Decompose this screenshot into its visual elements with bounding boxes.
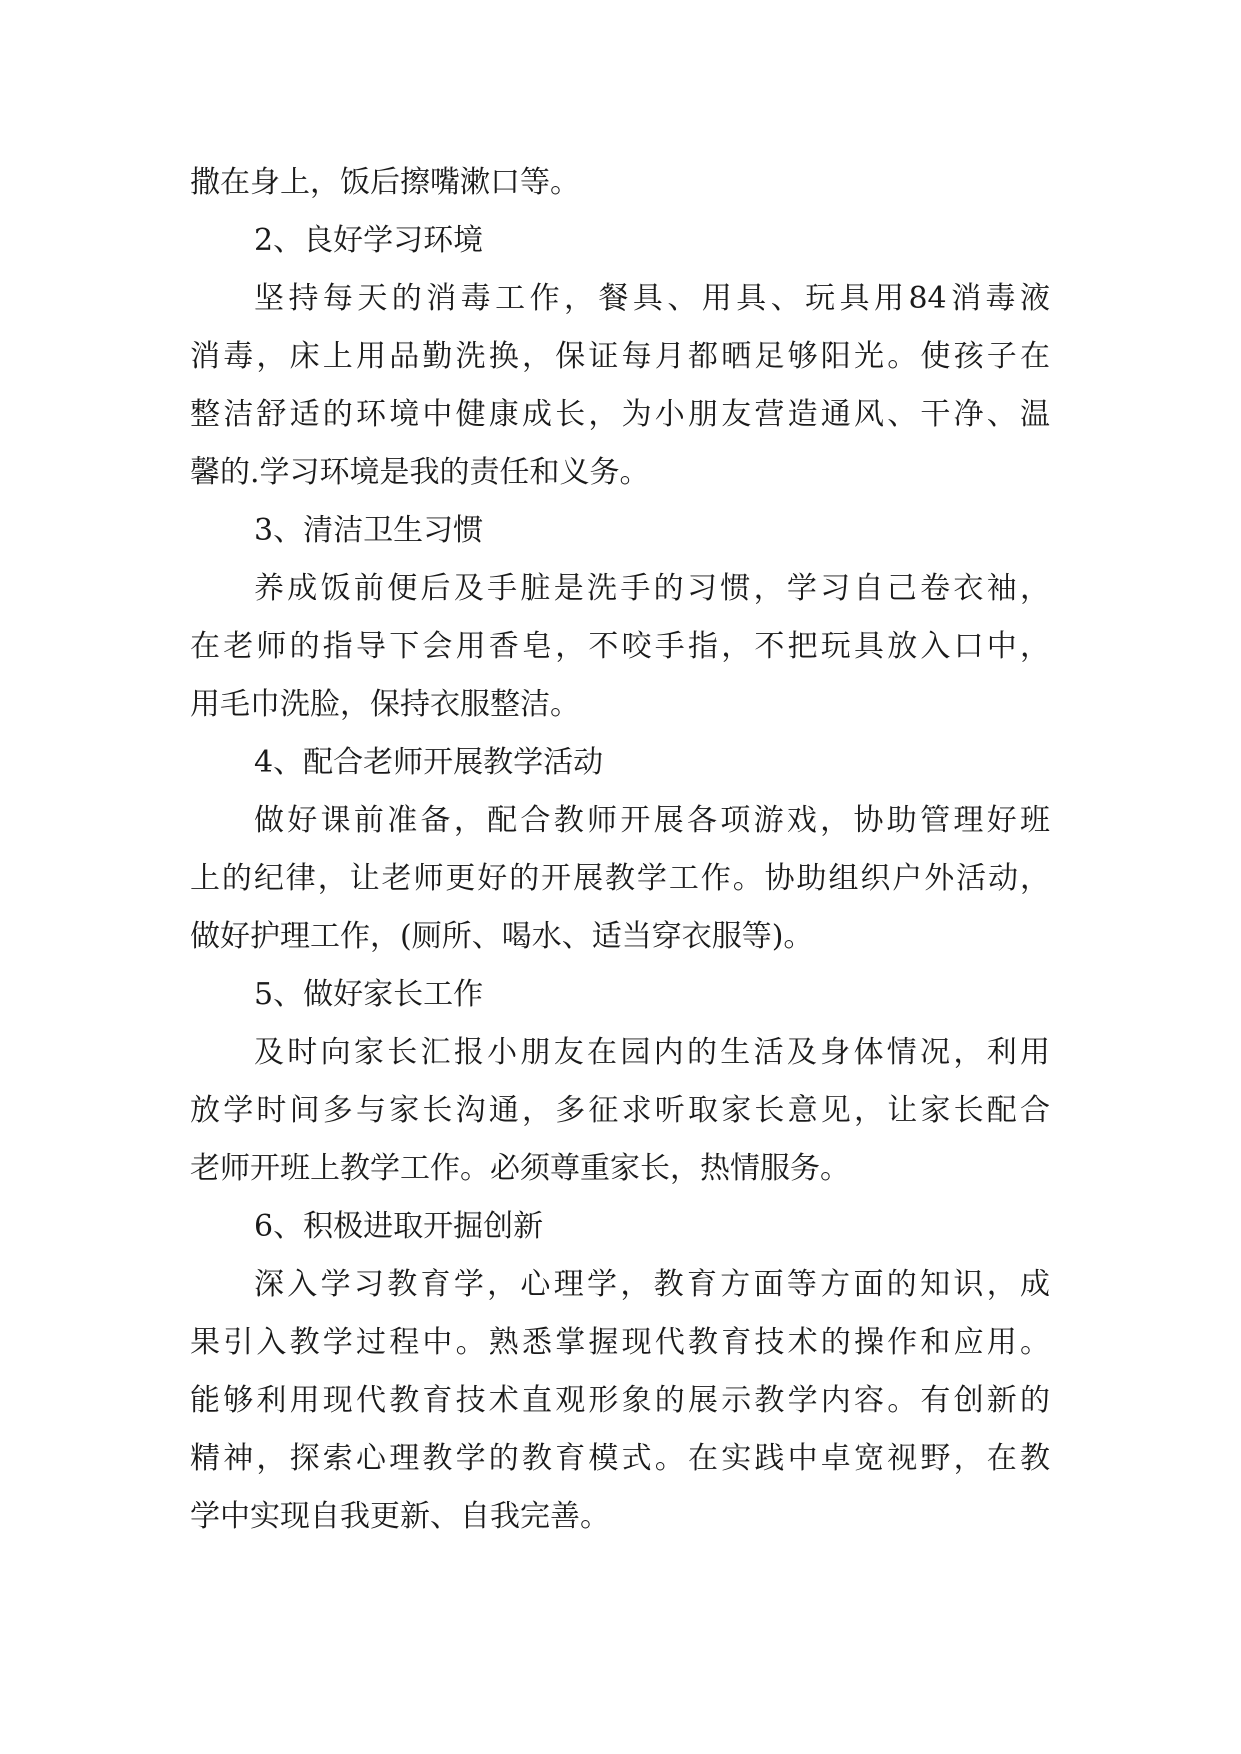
document-body (190, 154, 1050, 1546)
paragraph-line: 老师开班上教学工作。必须尊重家长，热情服务。 (190, 1151, 850, 1186)
paragraph-line: 做好课前准备，配合教师开展各项游戏，协助管理好班 (254, 803, 1050, 838)
section-heading-2: 2、良好学习环境 (254, 223, 484, 258)
section-heading-3: 3、清洁卫生习惯 (254, 513, 484, 548)
paragraph-line: 上的纪律，让老师更好的开展教学工作。协助组织户外活动， (190, 861, 1050, 896)
paragraph-line: 果引入教学过程中。熟悉掌握现代教育技术的操作和应用。 (190, 1325, 1050, 1360)
paragraph-line: 精神，探索心理教学的教育模式。在实践中卓宽视野，在教 (190, 1441, 1050, 1476)
paragraph-line: 及时向家长汇报小朋友在园内的生活及身体情况，利用 (254, 1035, 1050, 1070)
paragraph-line: 养成饭前便后及手脏是洗手的习惯，学习自己卷衣袖， (254, 571, 1050, 606)
paragraph-line: 在老师的指导下会用香皂，不咬手指，不把玩具放入口中， (190, 629, 1050, 664)
paragraph-line: 整洁舒适的环境中健康成长，为小朋友营造通风、干净、温 (190, 397, 1050, 432)
paragraph-line: 馨的.学习环境是我的责任和义务。 (190, 455, 650, 490)
paragraph-line: 深入学习教育学，心理学，教育方面等方面的知识，成 (254, 1267, 1050, 1302)
paragraph-line: 撒在身上，饭后擦嘴漱口等。 (190, 165, 580, 200)
paragraph-line: 消毒，床上用品勤洗换，保证每月都晒足够阳光。使孩子在 (190, 339, 1050, 374)
section-heading-5: 5、做好家长工作 (254, 977, 484, 1012)
paragraph-line: 做好护理工作，(厕所、喝水、适当穿衣服等)。 (190, 919, 814, 954)
section-heading-6: 6、积极进取开掘创新 (254, 1209, 544, 1244)
paragraph-line: 放学时间多与家长沟通，多征求听取家长意见，让家长配合 (190, 1093, 1050, 1128)
section-heading-4: 4、配合老师开展教学活动 (254, 745, 604, 780)
paragraph-line: 坚持每天的消毒工作，餐具、用具、玩具用84消毒液 (254, 281, 1050, 316)
paragraph-line: 学中实现自我更新、自我完善。 (190, 1499, 610, 1534)
paragraph-line: 能够利用现代教育技术直观形象的展示教学内容。有创新的 (190, 1383, 1050, 1418)
paragraph-line: 用毛巾洗脸，保持衣服整洁。 (190, 687, 580, 722)
